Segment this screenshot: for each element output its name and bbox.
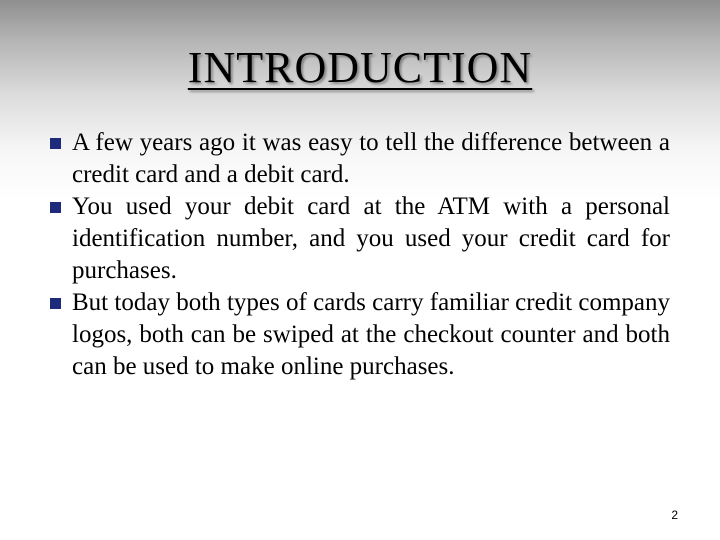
bullet-item — [50, 287, 670, 383]
square-bullet-icon — [50, 138, 61, 149]
bullet-text: You used your debit card at the ATM with a personal identification number, and you used your credit card for purchases. — [72, 193, 670, 284]
bullet-text: But today both types of cards carry familiar credit company logos, both can be swiped at the checkout counter and both can be used to make online purchases. — [72, 289, 670, 380]
square-bullet-icon — [50, 202, 61, 213]
slide-title: INTRODUCTION — [187, 43, 533, 92]
bullet-text: A few years ago it was easy to tell the difference between a credit card and a debit card. — [72, 129, 670, 188]
bullet-item — [50, 191, 670, 287]
page-number: 2 — [671, 508, 678, 522]
bullet-list — [50, 127, 670, 383]
square-bullet-icon — [50, 298, 61, 309]
bullet-item — [50, 127, 670, 191]
